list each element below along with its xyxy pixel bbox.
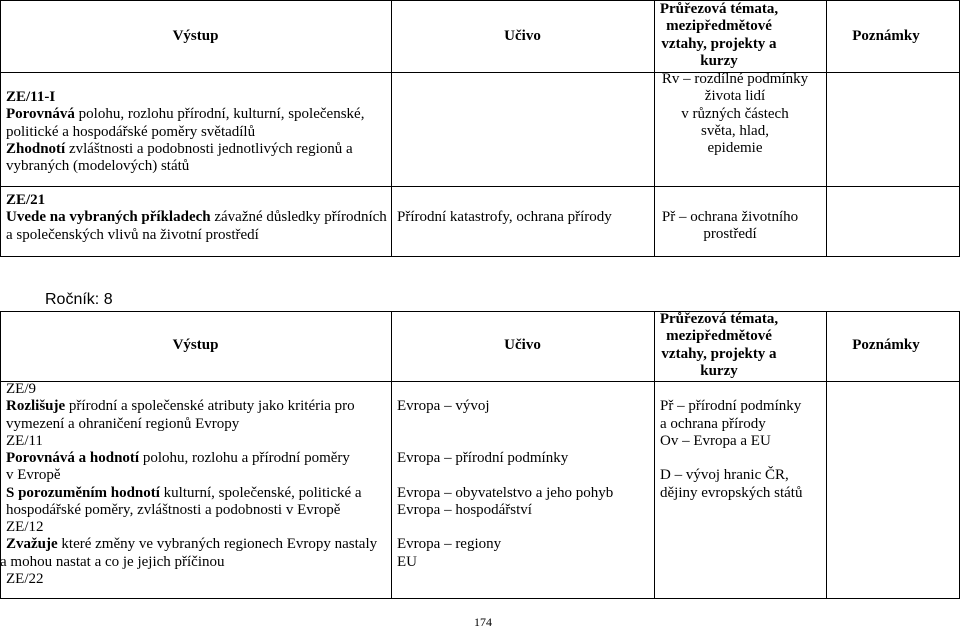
outcome-code-text: ZE/9 xyxy=(6,381,36,397)
outcome-line xyxy=(6,536,377,553)
cross-topic-line: epidemie xyxy=(707,140,763,156)
table-border xyxy=(0,256,960,257)
outcome-verb: Rozlišuje xyxy=(6,398,66,415)
outcome-code xyxy=(6,519,377,536)
outcome-text: politické a hospodářské poměry světadílů xyxy=(6,123,256,140)
table-border xyxy=(0,598,960,599)
cross-topic-line: dějiny evropských států xyxy=(660,484,803,501)
cross-topic-line: a ochrana přírody xyxy=(660,415,766,432)
outcome-verb: Porovnává xyxy=(6,106,75,123)
outcome-code-text: ZE/21 xyxy=(6,192,46,208)
header-notes: Poznámky xyxy=(852,337,920,353)
body-output-cell xyxy=(0,381,378,588)
outcome-text: polohu, rozlohu přírodní, kulturní, společenské, xyxy=(74,106,365,123)
outcome-text: kulturní, společenské, politické a xyxy=(159,484,362,501)
blank-line xyxy=(397,416,613,433)
header-line: vztahy, projekty a xyxy=(661,345,777,362)
outcome-line xyxy=(6,141,364,158)
row1-output-cell xyxy=(6,89,364,175)
outcome-text: přírodní a společenské atributy jako kritéria pro xyxy=(65,398,355,415)
row2-curriculum-cell xyxy=(397,209,612,226)
table-border xyxy=(0,311,960,312)
outcome-code-text: ZE/22 xyxy=(6,570,44,587)
grade-label: Ročník: 8 xyxy=(45,291,113,308)
blank-line xyxy=(397,467,613,484)
outcome-line xyxy=(6,416,377,433)
table-border xyxy=(0,72,960,73)
outcome-code-text: ZE/11-I xyxy=(6,89,56,105)
outcome-line xyxy=(6,485,377,502)
header-notes: Poznámky xyxy=(852,28,920,44)
cross-topic-line: D – vývoj hranic ČR, xyxy=(660,467,789,484)
outcome-code-text: ZE/11 xyxy=(6,432,43,449)
outcome-code xyxy=(6,89,364,106)
outcome-text: vybraných (modelových) států xyxy=(6,158,190,174)
header-curriculum: Učivo xyxy=(504,28,541,44)
outcome-text: polohu, rozlohu a přírodní poměry xyxy=(139,450,350,466)
outcome-line xyxy=(6,398,377,415)
header-output: Výstup xyxy=(172,28,219,44)
outcome-line xyxy=(6,227,387,244)
outcome-code xyxy=(6,571,377,588)
page-number: 174 xyxy=(474,615,492,629)
outcome-line xyxy=(0,554,377,571)
cross-topic-line: světa, hlad, xyxy=(701,122,769,139)
cross-topic-line: života lidí xyxy=(704,88,766,105)
cross-topic-line: prostředí xyxy=(703,226,757,243)
header-line: vztahy, projekty a xyxy=(661,35,777,52)
outcome-verb: Zvažuje xyxy=(6,536,58,553)
outcome-verb: Porovnává a hodnotí xyxy=(6,450,140,466)
outcome-verb: S porozuměním hodnotí xyxy=(6,484,160,501)
outcome-text: závažné důsledky přírodních xyxy=(210,209,387,226)
outcome-line xyxy=(6,106,364,123)
header-cross-curricular xyxy=(654,311,784,380)
blank-line xyxy=(660,381,802,398)
blank-line xyxy=(660,450,802,467)
header-curriculum: Učivo xyxy=(504,337,541,353)
curriculum-line: Evropa – vývoj xyxy=(397,398,490,415)
row2-cross-curricular-cell xyxy=(654,209,806,244)
curriculum-line: Evropa – obyvatelstvo a jeho pohyb xyxy=(397,484,614,501)
cross-topic-line: Rv – rozdílné podmínky xyxy=(661,71,809,87)
cross-topic-line: Př – ochrana životního xyxy=(661,209,799,225)
header-line: kurzy xyxy=(700,52,738,69)
outcome-text: vymezení a ohraničení regionů Evropy xyxy=(6,415,240,432)
outcome-text: zvláštnosti a podobnosti jednotlivých regionů a xyxy=(65,140,353,157)
header-line: mezipředmětové xyxy=(666,18,772,35)
header-cross-curricular xyxy=(654,1,784,70)
outcome-line xyxy=(6,450,377,467)
outcome-verb: Zhodnotí xyxy=(6,140,66,157)
outcome-text: v Evropě xyxy=(6,467,61,484)
outcome-line xyxy=(6,502,377,519)
outcome-text: a společenských vlivů na životní prostředí xyxy=(6,226,259,243)
outcome-line xyxy=(6,158,364,175)
curriculum-line: Evropa – hospodářství xyxy=(397,501,532,518)
body-cross-curricular-cell xyxy=(660,381,802,502)
curriculum-line: Přírodní katastrofy, ochrana přírody xyxy=(397,209,612,225)
outcome-code-text: ZE/12 xyxy=(6,519,44,535)
cross-topic-line: Př – přírodní podmínky xyxy=(660,398,802,415)
outcome-line xyxy=(6,124,364,141)
body-curriculum-cell xyxy=(397,381,613,571)
row1-cross-curricular-cell xyxy=(654,71,816,157)
header-line: Průřezová témata, xyxy=(659,1,779,17)
outcome-text: a mohou nastat a co je jejich příčinou xyxy=(0,553,225,570)
outcome-text: které změny ve vybraných regionech Evropy nastaly xyxy=(57,536,378,553)
outcome-code xyxy=(6,192,387,209)
table-border xyxy=(0,0,960,1)
outcome-verb: Uvede na vybraných příkladech xyxy=(6,209,211,226)
curriculum-line: Evropa – přírodní podmínky xyxy=(397,450,569,466)
outcome-text: hospodářské poměry, zvláštnosti a podobnosti v Evropě xyxy=(6,501,341,518)
header-line: Průřezová témata, xyxy=(659,311,779,327)
outcome-code xyxy=(6,433,377,450)
curriculum-line: Evropa – regiony xyxy=(397,536,502,553)
blank-line xyxy=(397,433,613,450)
row2-output-cell xyxy=(6,192,387,244)
header-line: kurzy xyxy=(700,362,738,379)
cross-topic-line: Ov – Evropa a EU xyxy=(660,432,771,449)
outcome-line xyxy=(6,209,387,226)
outcome-code xyxy=(6,381,377,398)
header-line: mezipředmětové xyxy=(666,328,772,345)
outcome-line xyxy=(6,467,377,484)
curriculum-line: EU xyxy=(397,553,417,570)
header-output: Výstup xyxy=(172,337,219,353)
table-border xyxy=(0,186,960,187)
cross-topic-line: v různých částech xyxy=(681,105,789,122)
blank-line xyxy=(397,381,613,398)
blank-line xyxy=(397,519,613,536)
